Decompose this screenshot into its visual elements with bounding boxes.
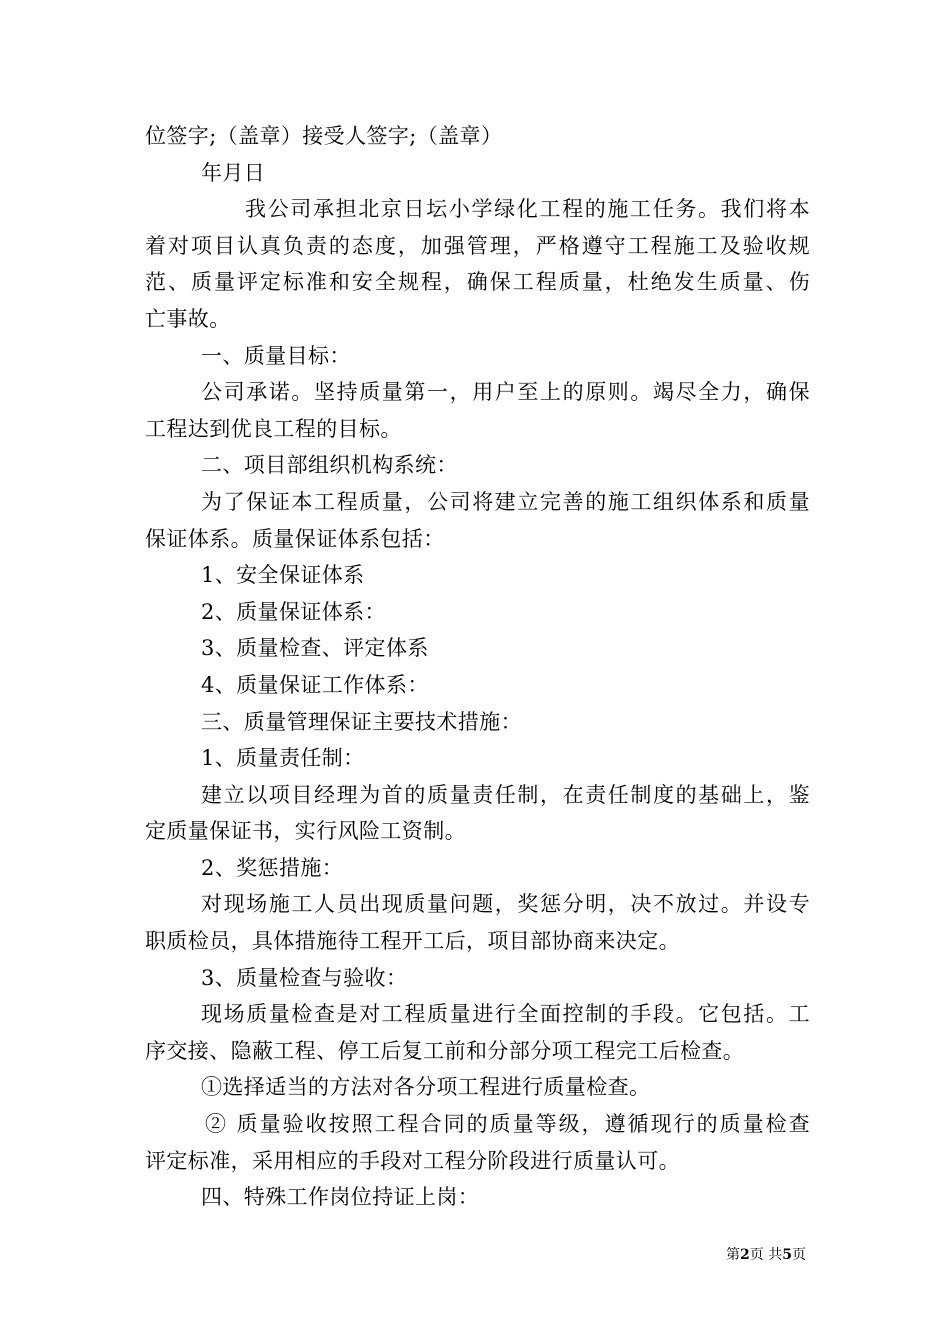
text-line: 评定标准，采用相应的手段对工程分阶段进行质量认可。 [145, 1148, 680, 1173]
text-line: 范、质量评定标准和安全规程，确保工程质量，杜绝发生质量、伤 [145, 270, 810, 295]
list-item: ①选择适当的方法对各分项工程进行质量检查。 [201, 1075, 651, 1100]
subsection-heading: 1、质量责任制： [201, 746, 365, 771]
subsection-heading: 2、奖惩措施： [201, 855, 344, 880]
text-line: 亡事故。 [145, 306, 231, 331]
text-line: 工程达到优良工程的目标。 [145, 416, 402, 441]
list-item: 3、质量检查、评定体系 [201, 636, 429, 661]
text-line: 公司承诺。坚持质量第一，用户至上的原则。竭尽全力，确保 [201, 380, 810, 405]
document-body [145, 118, 810, 1216]
text-line: 建立以项目经理为首的质量责任制，在责任制度的基础上，鉴 [201, 782, 810, 807]
section-heading: 三、质量管理保证主要技术措施： [201, 709, 522, 734]
text-line: 对现场施工人员出现质量问题，奖惩分明，决不放过。并设专 [201, 892, 810, 917]
current-page-number: 2 [740, 1247, 750, 1263]
text-line: 保证体系。质量保证体系包括： [145, 526, 445, 551]
list-item: 2、质量保证体系： [201, 599, 386, 624]
section-heading: 二、项目部组织机构系统： [201, 453, 458, 478]
text-line: 定质量保证书，实行风险工资制。 [145, 819, 466, 844]
text-line: 序交接、隐蔽工程、停工后复工前和分部分项工程完工后检查。 [145, 1038, 745, 1063]
list-item: 1、安全保证体系 [201, 563, 365, 588]
page-footer [0, 1244, 806, 1264]
text-line: 现场质量检查是对工程质量进行全面控制的手段。它包括。工 [201, 1002, 810, 1027]
footer-middle: 页 共 [749, 1247, 783, 1263]
text-line: 着对项目认真负责的态度，加强管理，严格遵守工程施工及验收规 [145, 233, 810, 258]
section-heading: 四、特殊工作岗位持证上岗： [201, 1185, 480, 1210]
list-item: 4、质量保证工作体系： [201, 672, 429, 697]
subsection-heading: 3、质量检查与验收： [201, 965, 408, 990]
text-line: 为了保证本工程质量，公司将建立完善的施工组织体系和质量 [201, 489, 810, 514]
text-line: 职质检员，具体措施待工程开工后，项目部协商来决定。 [145, 929, 680, 954]
text-line: 我公司承担北京日坛小学绿化工程的施工任务。我们将本 [245, 197, 810, 222]
footer-suffix: 页 [792, 1247, 806, 1263]
total-pages-number: 5 [782, 1247, 792, 1263]
footer-prefix: 第 [726, 1247, 741, 1263]
text-line: 位签字;（盖章）接受人签字;（盖章） [145, 124, 503, 148]
list-item: ② 质量验收按照工程合同的质量等级，遵循现行的质量检查 [205, 1112, 810, 1137]
text-line: 年月日 [201, 160, 266, 185]
section-heading: 一、质量目标： [201, 343, 351, 368]
